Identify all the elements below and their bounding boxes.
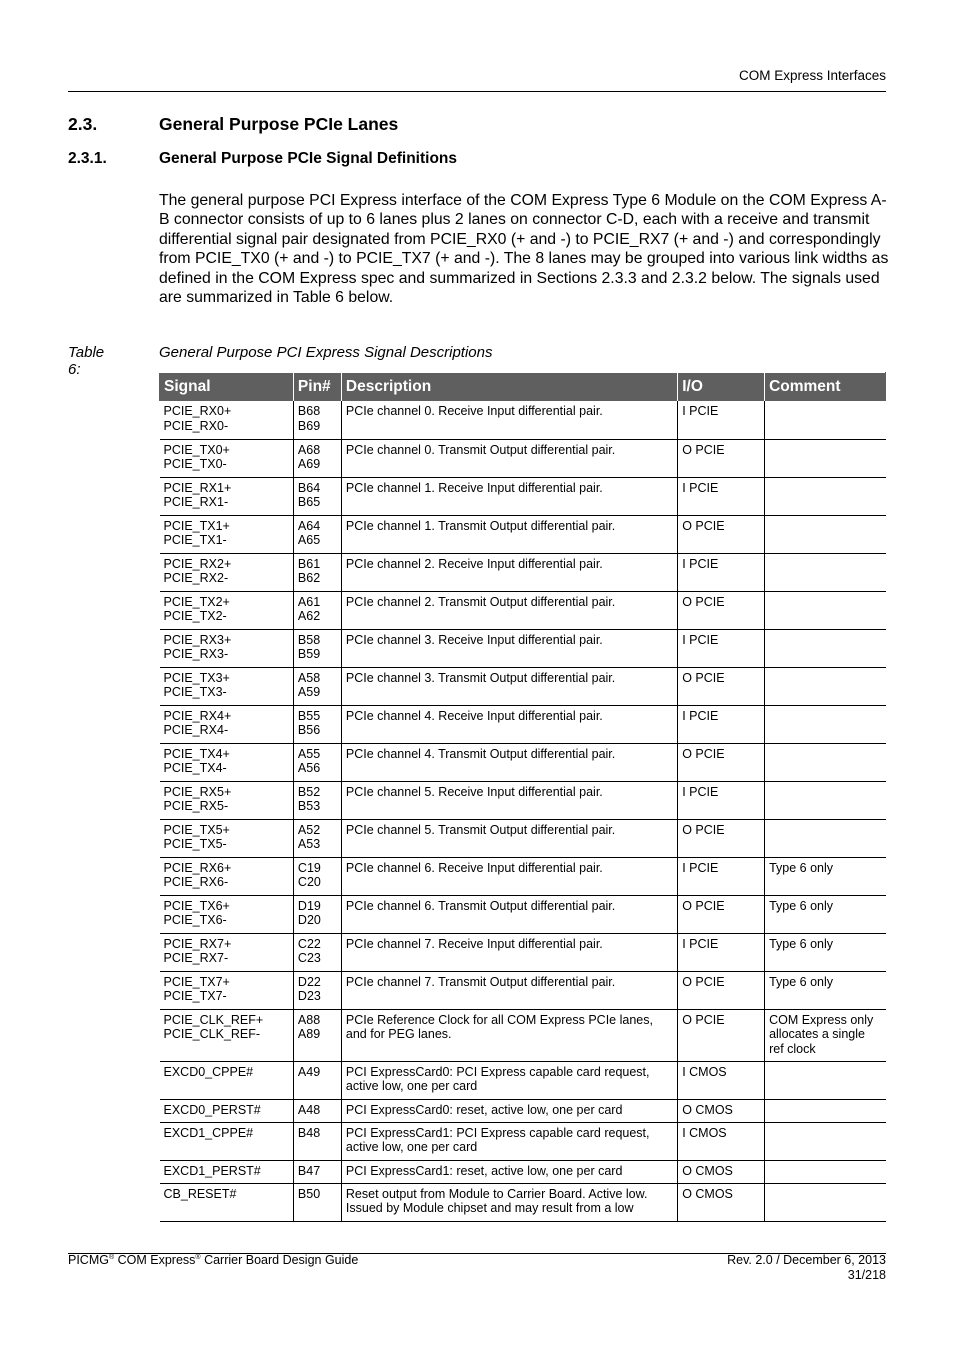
table-row xyxy=(160,1061,886,1099)
cell-signal: PCIE_RX4+ PCIE_RX4- xyxy=(160,705,294,743)
cell-io: O CMOS xyxy=(678,1160,765,1183)
cell-io: I PCIE xyxy=(678,705,765,743)
cell-signal: PCIE_RX3+ PCIE_RX3- xyxy=(160,629,294,667)
cell-io: O PCIE xyxy=(678,743,765,781)
section-number: 2.3. xyxy=(68,114,98,134)
cell-signal: PCIE_TX4+ PCIE_TX4- xyxy=(160,743,294,781)
table-row xyxy=(160,667,886,705)
table-row xyxy=(160,629,886,667)
cell-signal: PCIE_TX5+ PCIE_TX5- xyxy=(160,819,294,857)
cell-description: PCIe channel 5. Transmit Output differential pair. xyxy=(341,819,677,857)
cell-comment xyxy=(765,667,886,705)
cell-signal: PCIE_CLK_REF+ PCIE_CLK_REF- xyxy=(160,1009,294,1061)
cell-pin: A52 A53 xyxy=(293,819,341,857)
cell-pin: C19 C20 xyxy=(293,857,341,895)
cell-signal: PCIE_RX6+ PCIE_RX6- xyxy=(160,857,294,895)
cell-pin: B68 B69 xyxy=(293,401,341,439)
cell-signal: PCIE_TX1+ PCIE_TX1- xyxy=(160,515,294,553)
table-row xyxy=(160,971,886,1009)
cell-comment xyxy=(765,629,886,667)
cell-signal: EXCD0_PERST# xyxy=(160,1099,294,1122)
table-row xyxy=(160,1160,886,1183)
signal-table xyxy=(159,372,886,1222)
cell-io: I CMOS xyxy=(678,1122,765,1160)
footer-right xyxy=(727,1253,886,1282)
cell-description: PCIe channel 4. Transmit Output differential pair. xyxy=(341,743,677,781)
cell-io: I PCIE xyxy=(678,401,765,439)
table-row xyxy=(160,1099,886,1122)
table-row xyxy=(160,781,886,819)
cell-description: PCIe channel 6. Transmit Output differential pair. xyxy=(341,895,677,933)
cell-comment xyxy=(765,553,886,591)
cell-io: I PCIE xyxy=(678,553,765,591)
body-paragraph: The general purpose PCI Express interface of the COM Express Type 6 Module on the COM Express A-B connector consists of up to 6 lanes plus 2 lanes on connector C-D, each with a receive and transmit differential signal pair designated from PCIE_RX0 (+ and -) to PCIE_RX7 (+ and -) and correspondingly from PCIE_TX0 (+ and -) to PCIE_TX7 (+ and -). The 8 lanes may be grouped into various link widths as defined in the COM Express spec and summarized in Sections 2.3.3 and 2.3.2 below. The signals used are summarized in Table 6 below. xyxy=(159,192,889,307)
cell-pin: B64 B65 xyxy=(293,477,341,515)
cell-comment xyxy=(765,1183,886,1221)
cell-io: I PCIE xyxy=(678,933,765,971)
registered-mark: ® xyxy=(195,1253,201,1261)
cell-signal: PCIE_TX6+ PCIE_TX6- xyxy=(160,895,294,933)
cell-comment xyxy=(765,401,886,439)
table-body xyxy=(160,401,886,1221)
table-row xyxy=(160,933,886,971)
footer-page-number: 31/218 xyxy=(847,1267,886,1282)
cell-pin: D22 D23 xyxy=(293,971,341,1009)
cell-signal: EXCD1_CPPE# xyxy=(160,1122,294,1160)
cell-io: I PCIE xyxy=(678,781,765,819)
cell-description: PCIe channel 7. Transmit Output differential pair. xyxy=(341,971,677,1009)
column-header-comment: Comment xyxy=(765,373,886,402)
cell-pin: B50 xyxy=(293,1183,341,1221)
table-row xyxy=(160,401,886,439)
cell-io: O PCIE xyxy=(678,515,765,553)
cell-description: PCIe channel 1. Transmit Output differential pair. xyxy=(341,515,677,553)
cell-io: O PCIE xyxy=(678,971,765,1009)
cell-signal: PCIE_RX2+ PCIE_RX2- xyxy=(160,553,294,591)
cell-comment xyxy=(765,1122,886,1160)
cell-io: O CMOS xyxy=(678,1183,765,1221)
cell-pin: B58 B59 xyxy=(293,629,341,667)
cell-signal: PCIE_RX7+ PCIE_RX7- xyxy=(160,933,294,971)
table-caption-number: Table 6: xyxy=(68,344,105,378)
footer-prefix: PICMG xyxy=(68,1253,109,1267)
cell-pin: D19 D20 xyxy=(293,895,341,933)
cell-pin: A61 A62 xyxy=(293,591,341,629)
column-header-pin: Pin# xyxy=(293,373,341,402)
cell-description: PCIe channel 3. Transmit Output differential pair. xyxy=(341,667,677,705)
subsection-title: General Purpose PCIe Signal Definitions xyxy=(159,150,458,167)
column-header-description: Description xyxy=(341,373,677,402)
cell-description: PCIe channel 6. Receive Input differential pair. xyxy=(341,857,677,895)
table-row xyxy=(160,1009,886,1061)
cell-description: PCIe channel 1. Receive Input differential pair. xyxy=(341,477,677,515)
registered-mark: ® xyxy=(108,1253,115,1261)
cell-description: PCI ExpressCard0: PCI Express capable card request, active low, one per card xyxy=(341,1061,677,1099)
cell-io: O PCIE xyxy=(678,1009,765,1061)
cell-signal: PCIE_TX0+ PCIE_TX0- xyxy=(160,439,294,477)
table-row xyxy=(160,553,886,591)
table-row xyxy=(160,591,886,629)
page-header xyxy=(68,67,886,92)
cell-comment xyxy=(765,515,886,553)
cell-io: O PCIE xyxy=(678,895,765,933)
cell-comment xyxy=(765,477,886,515)
cell-comment xyxy=(765,743,886,781)
cell-signal: PCIE_TX3+ PCIE_TX3- xyxy=(160,667,294,705)
cell-comment xyxy=(765,439,886,477)
cell-comment xyxy=(765,1099,886,1122)
cell-comment xyxy=(765,819,886,857)
table-header-row xyxy=(160,373,886,402)
cell-io: O PCIE xyxy=(678,591,765,629)
cell-description: Reset output from Module to Carrier Board. Active low. Issued by Module chipset and may result from a low xyxy=(341,1183,677,1221)
cell-description: PCIe channel 7. Receive Input differential pair. xyxy=(341,933,677,971)
cell-io: O CMOS xyxy=(678,1099,765,1122)
cell-description: PCIe channel 0. Transmit Output differential pair. xyxy=(341,439,677,477)
cell-signal: PCIE_RX0+ PCIE_RX0- xyxy=(160,401,294,439)
table-row xyxy=(160,895,886,933)
cell-io: I PCIE xyxy=(678,629,765,667)
cell-description: PCIe channel 3. Receive Input differential pair. xyxy=(341,629,677,667)
cell-io: I PCIE xyxy=(678,477,765,515)
table-row xyxy=(160,477,886,515)
footer-revision: Rev. 2.0 / December 6, 2013 xyxy=(727,1253,886,1267)
cell-signal: PCIE_TX2+ PCIE_TX2- xyxy=(160,591,294,629)
column-header-signal: Signal xyxy=(160,373,294,402)
cell-pin: A49 xyxy=(293,1061,341,1099)
cell-io: I CMOS xyxy=(678,1061,765,1099)
cell-pin: C22 C23 xyxy=(293,933,341,971)
cell-comment xyxy=(765,591,886,629)
page-footer xyxy=(68,1253,886,1282)
cell-comment: Type 6 only xyxy=(765,895,886,933)
cell-description: PCIe channel 2. Receive Input differential pair. xyxy=(341,553,677,591)
cell-description: PCI ExpressCard1: PCI Express capable card request, active low, one per card xyxy=(341,1122,677,1160)
cell-pin: A48 xyxy=(293,1099,341,1122)
table-row xyxy=(160,819,886,857)
header-title: COM Express Interfaces xyxy=(738,68,886,83)
cell-comment xyxy=(765,1061,886,1099)
footer-mid: COM Express xyxy=(114,1253,196,1267)
cell-signal: EXCD0_CPPE# xyxy=(160,1061,294,1099)
footer-doc-title xyxy=(68,1253,358,1267)
table-row xyxy=(160,439,886,477)
cell-pin: A68 A69 xyxy=(293,439,341,477)
table-row xyxy=(160,1183,886,1221)
cell-pin: B47 xyxy=(293,1160,341,1183)
cell-io: O PCIE xyxy=(678,819,765,857)
cell-signal: PCIE_RX5+ PCIE_RX5- xyxy=(160,781,294,819)
cell-comment xyxy=(765,781,886,819)
cell-signal: EXCD1_PERST# xyxy=(160,1160,294,1183)
cell-comment xyxy=(765,1160,886,1183)
cell-description: PCIe Reference Clock for all COM Express PCIe lanes, and for PEG lanes. xyxy=(341,1009,677,1061)
cell-signal: CB_RESET# xyxy=(160,1183,294,1221)
table-header xyxy=(160,373,886,402)
cell-comment: Type 6 only xyxy=(765,933,886,971)
table-row xyxy=(160,743,886,781)
table-caption-title: General Purpose PCI Express Signal Descriptions xyxy=(159,344,493,361)
cell-pin: A64 A65 xyxy=(293,515,341,553)
cell-description: PCIe channel 5. Receive Input differential pair. xyxy=(341,781,677,819)
table-row xyxy=(160,705,886,743)
cell-description: PCI ExpressCard0: reset, active low, one per card xyxy=(341,1099,677,1122)
cell-description: PCIe channel 4. Receive Input differential pair. xyxy=(341,705,677,743)
table-row xyxy=(160,515,886,553)
cell-signal: PCIE_RX1+ PCIE_RX1- xyxy=(160,477,294,515)
cell-description: PCI ExpressCard1: reset, active low, one per card xyxy=(341,1160,677,1183)
footer-suffix: Carrier Board Design Guide xyxy=(200,1253,359,1267)
table-row xyxy=(160,1122,886,1160)
section-title: General Purpose PCIe Lanes xyxy=(159,114,399,134)
cell-pin: B61 B62 xyxy=(293,553,341,591)
cell-comment: Type 6 only xyxy=(765,857,886,895)
cell-io: O PCIE xyxy=(678,667,765,705)
table-row xyxy=(160,857,886,895)
cell-description: PCIe channel 0. Receive Input differential pair. xyxy=(341,401,677,439)
cell-comment: COM Express only allocates a single ref clock xyxy=(765,1009,886,1061)
cell-description: PCIe channel 2. Transmit Output differential pair. xyxy=(341,591,677,629)
subsection-number: 2.3.1. xyxy=(68,150,107,167)
column-header-io: I/O xyxy=(678,373,765,402)
cell-io: I PCIE xyxy=(678,857,765,895)
cell-io: O PCIE xyxy=(678,439,765,477)
cell-comment xyxy=(765,705,886,743)
cell-pin: B55 B56 xyxy=(293,705,341,743)
cell-pin: B52 B53 xyxy=(293,781,341,819)
cell-comment: Type 6 only xyxy=(765,971,886,1009)
cell-pin: B48 xyxy=(293,1122,341,1160)
cell-pin: A55 A56 xyxy=(293,743,341,781)
cell-pin: A88 A89 xyxy=(293,1009,341,1061)
cell-pin: A58 A59 xyxy=(293,667,341,705)
cell-signal: PCIE_TX7+ PCIE_TX7- xyxy=(160,971,294,1009)
